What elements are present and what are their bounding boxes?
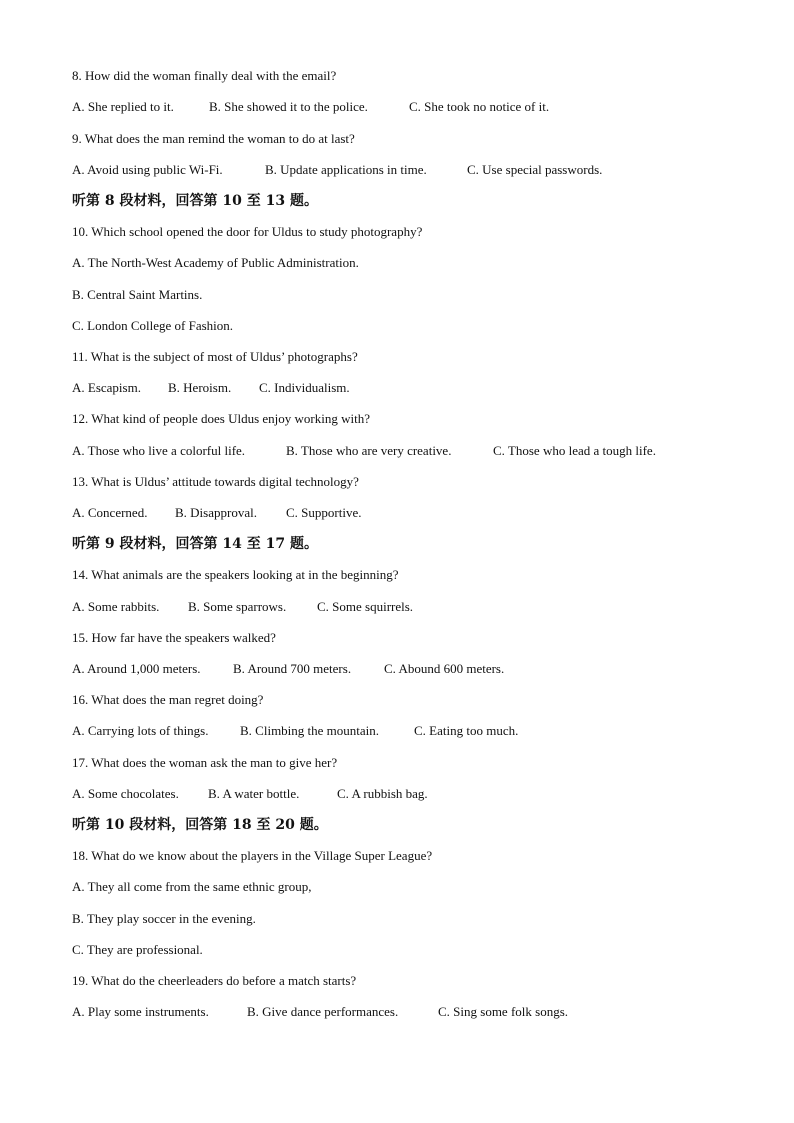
option-b: B. Climbing the mountain.: [240, 723, 380, 738]
question-18-option-a: A. They all come from the same ethnic group,: [72, 879, 312, 894]
option-b: B. She showed it to the police.: [209, 99, 368, 114]
option-c: C. Abound 600 meters.: [384, 661, 505, 676]
question-18: 18. What do we know about the players in the Village Super League?: [72, 848, 433, 863]
question-18-option-b: B. They play soccer in the evening.: [72, 911, 256, 926]
option-a: A. Escapism.: [72, 380, 141, 395]
question-15-options: [72, 661, 504, 677]
option-b: B. Disapproval.: [175, 505, 257, 520]
question-15: 15. How far have the speakers walked?: [72, 630, 276, 645]
option-b: B. A water bottle.: [208, 786, 300, 801]
option-c: C. A rubbish bag.: [337, 786, 428, 801]
question-14-options: [72, 599, 413, 615]
option-a: A. Concerned.: [72, 505, 148, 520]
option-c: C. Eating too much.: [414, 723, 519, 738]
option-c: C. Supportive.: [286, 505, 362, 520]
question-8-options: [72, 99, 549, 115]
option-b: B. Heroism.: [168, 380, 232, 395]
question-16: 16. What does the man regret doing?: [72, 692, 264, 707]
question-16-options: [72, 723, 518, 739]
question-14: 14. What animals are the speakers looking at in the beginning?: [72, 567, 399, 582]
section-heading-9: 听第 9 段材料，回答第 14 至 17 题。: [72, 536, 318, 552]
question-10-option-c: C. London College of Fashion.: [72, 318, 234, 333]
question-10: 10. Which school opened the door for Uldus to study photography?: [72, 224, 423, 239]
option-a: A. Some rabbits.: [72, 599, 160, 614]
question-18-option-c: C. They are professional.: [72, 942, 203, 957]
option-c: C. Use special passwords.: [467, 162, 603, 177]
option-a: A. Play some instruments.: [72, 1004, 209, 1019]
question-13-options: [72, 505, 361, 521]
question-13: 13. What is Uldus’ attitude towards digital technology?: [72, 474, 359, 489]
option-b: B. Update applications in time.: [265, 162, 427, 177]
question-19: 19. What do the cheerleaders do before a match starts?: [72, 973, 357, 988]
option-c: C. Some squirrels.: [317, 599, 414, 614]
question-9-options: [72, 162, 602, 178]
option-b: B. Some sparrows.: [188, 599, 287, 614]
section-heading-8: 听第 8 段材料，回答第 10 至 13 题。: [72, 193, 318, 209]
question-11-options: [72, 380, 350, 396]
question-17: 17. What does the woman ask the man to give her?: [72, 755, 338, 770]
option-a: A. Some chocolates.: [72, 786, 179, 801]
question-12-options: [72, 443, 656, 459]
option-b: B. Give dance performances.: [247, 1004, 399, 1019]
question-11: 11. What is the subject of most of Uldus’ photographs?: [72, 349, 358, 364]
question-10-option-a: A. The North-West Academy of Public Administration.: [72, 255, 359, 270]
option-c: C. She took no notice of it.: [409, 99, 550, 114]
question-12: 12. What kind of people does Uldus enjoy working with?: [72, 411, 370, 426]
option-c: C. Individualism.: [259, 380, 350, 395]
option-a: A. Avoid using public Wi-Fi.: [72, 162, 223, 177]
question-9: 9. What does the man remind the woman to do at last?: [72, 131, 355, 146]
option-a: A. Carrying lots of things.: [72, 723, 209, 738]
section-heading-10: 听第 10 段材料，回答第 18 至 20 题。: [72, 817, 328, 833]
question-17-options: [72, 786, 428, 802]
question-8: 8. How did the woman finally deal with the email?: [72, 68, 337, 83]
option-a: A. Around 1,000 meters.: [72, 661, 201, 676]
option-c: C. Sing some folk songs.: [438, 1004, 569, 1019]
question-19-options: [72, 1004, 568, 1020]
option-c: C. Those who lead a tough life.: [493, 443, 656, 458]
option-b: B. Those who are very creative.: [286, 443, 452, 458]
option-a: A. She replied to it.: [72, 99, 174, 114]
option-b: B. Around 700 meters.: [233, 661, 352, 676]
question-10-option-b: B. Central Saint Martins.: [72, 287, 203, 302]
option-a: A. Those who live a colorful life.: [72, 443, 246, 458]
